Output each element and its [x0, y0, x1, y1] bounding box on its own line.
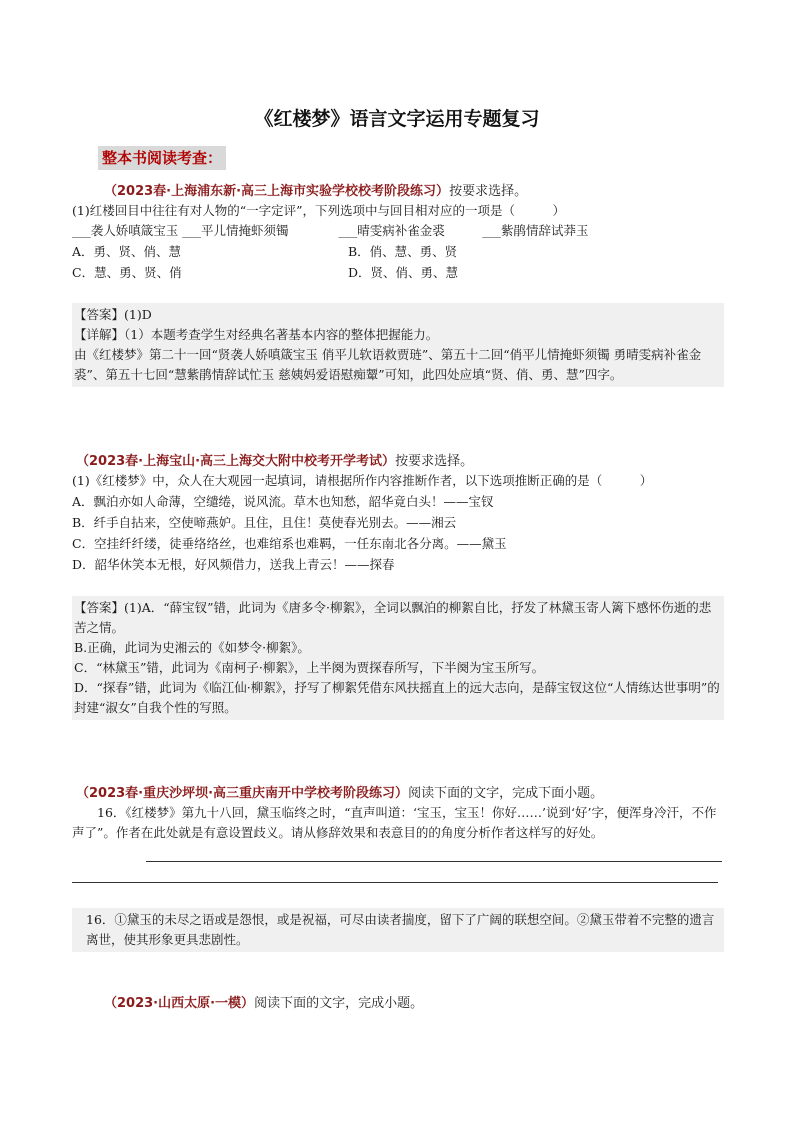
q2-answer-a: 【答案】(1)A．“薛宝钗”错，此词为《唐多令·柳絮》，全词以飘泊的柳絮自比，抒发了林黛玉寄人篱下感怀伤逝的悲苦之情。	[74, 600, 712, 635]
q1-answer-box	[72, 303, 724, 387]
q3-instruction: 阅读下面的文字，完成下面小题。	[408, 786, 604, 801]
q2-answer-c: C．“林黛玉”错，此词为《南柯子·柳絮》，上半阕为贾探春所写，下半阕为宝玉所写。	[74, 660, 545, 675]
q1-option-d: D．贤、俏、勇、慧	[348, 265, 459, 280]
section-heading: 整本书阅读考查：	[98, 146, 226, 170]
answer-line-1	[146, 861, 722, 862]
q2-option-b: B．纤手自拈来，空使啼燕妒。且住，且住！莫使春光别去。——湘云	[72, 515, 457, 530]
q3-stem: 16．《红楼梦》第九十八回，黛玉临终之时，“直声叫道：‘宝玉，宝玉！你好……’说到‘好’字，便浑身冷汗，不作声了”。作者在此处就是有意设置歧义。请从修辞效果和表意目的的角度分析作者这样写的好处。	[72, 805, 717, 840]
page-title: 《红楼梦》语言文字运用专题复习	[254, 108, 540, 130]
q2-answer-b: B.正确，此词为史湘云的《如梦令·柳絮》。	[74, 640, 310, 655]
q2-option-c: C．空挂纤纤缕，徒垂络络丝，也难绾系也难羁，一任东南北各分离。——黛玉	[72, 536, 507, 551]
q1-blanks: ___袭人娇嗔箴宝玉 ___平儿情掩虾须镯 ___晴雯病补雀金裘 ___紫鹃情辞试莽玉	[72, 223, 589, 238]
q4-instruction: 阅读下面的文字，完成小题。	[254, 996, 424, 1011]
q2-source: （2023春·上海宝山·高三上海交大附中校考开学考试）	[76, 454, 396, 469]
answer-line-2	[72, 882, 718, 883]
q1-stem: (1)红楼回目中往往有对人物的“一字定评”，下列选项中与回目相对应的一项是（ ）	[72, 203, 565, 218]
q3-source: （2023春·重庆沙坪坝·高三重庆南开中学校考阶段练习）	[76, 786, 409, 801]
q2-stem: (1)《红楼梦》中，众人在大观园一起填词，请根据所作内容推断作者，以下选项推断正确的是（ ）	[72, 473, 653, 488]
q1-source: （2023春·上海浦东新·高三上海市实验学校校考阶段练习）	[104, 184, 450, 199]
q1-option-b: B．俏、慧、勇、贤	[348, 244, 458, 259]
q1-source-line	[104, 180, 527, 199]
q2-source-line	[76, 450, 473, 469]
q1-option-a: A．勇、贤、俏、慧	[72, 244, 182, 259]
q4-source-line	[104, 992, 423, 1011]
q1-detail-1: 【详解】（1）本题考查学生对经典名著基本内容的整体把握能力。	[74, 327, 439, 342]
q3-answer: 16．①黛玉的未尽之语或是怨恨，或是祝福，可尽由读者揣度，留下了广阔的联想空间。②黛玉带着不完整的遗言离世，使其形象更具悲剧性。	[86, 912, 715, 947]
q1-detail-2: 由《红楼梦》第二十一回“贤袭人娇嗔箴宝玉 俏平儿软语救贾琏”、第五十二回“俏平儿情掩虾须镯 勇晴雯病补雀金裘”、第五十七回“慧紫鹃情辞试忙玉 慈姨妈爱语慰痴颦”可知，此四处应填“贤、俏、勇、慧”四字。	[74, 347, 702, 382]
q4-source: （2023·山西太原·一模）	[104, 996, 255, 1011]
q2-instruction: 按要求选择。	[395, 454, 474, 469]
q2-option-d: D．韶华休笑本无根，好风频借力，送我上青云！——探春	[72, 557, 395, 572]
q1-option-c: C．慧、勇、贤、俏	[72, 265, 182, 280]
q3-source-line	[76, 782, 603, 801]
q2-option-a: A．飘泊亦如人命薄，空缱绻，说风流。草木也知愁，韶华竟白头！——宝钗	[72, 494, 494, 509]
q2-answer-d: D．“探春”错，此词为《临江仙·柳絮》，抒写了柳絮凭借东风扶摇直上的远大志向，是薛宝钗这位“人情练达世事明”的封建“淑女”自我个性的写照。	[74, 680, 720, 715]
q1-answer: 【答案】(1)D	[74, 307, 152, 322]
q1-instruction: 按要求选择。	[449, 184, 528, 199]
q3-answer-box	[72, 908, 724, 952]
q2-answer-box	[72, 596, 724, 720]
